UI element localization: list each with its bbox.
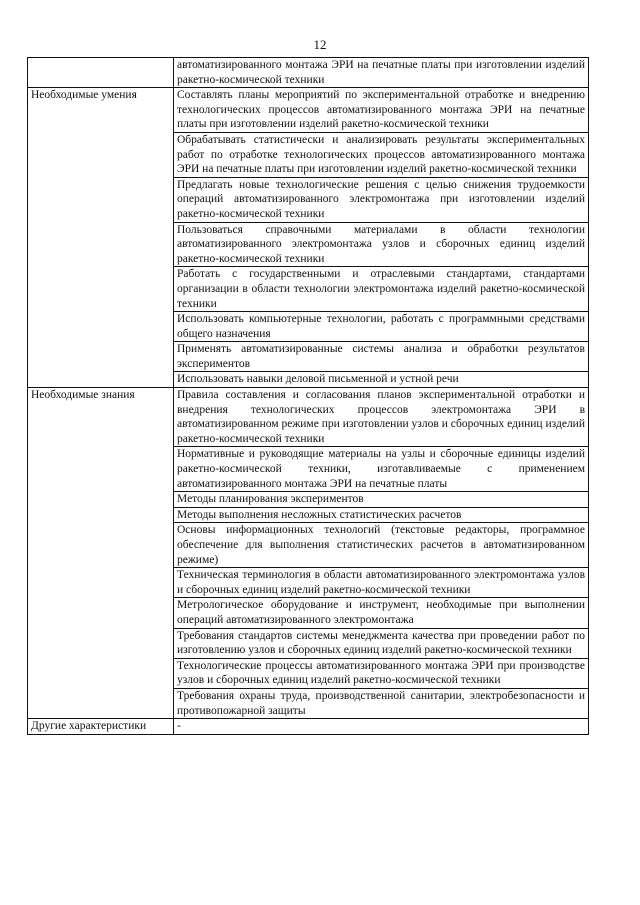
knowledge-item: Требования охраны труда, производственной санитарии, электробезопасности и противопожарной защиты (174, 688, 589, 718)
table-row (28, 719, 589, 735)
skills-section (28, 88, 589, 388)
skill-item: Составлять планы мероприятий по экспериментальной отработке и внедрению технологических процессов автоматизированного монтажа ЭРИ на печатные платы при изготовлении изделий ракетно-космической техники (174, 88, 589, 133)
skill-item: Применять автоматизированные системы анализа и обработки результатов экспериментов (174, 342, 589, 372)
table-row (28, 88, 589, 133)
knowledge-item: Требования стандартов системы менеджмента качества при проведении работ по изготовлению узлов и сборочных единиц изделий ракетно-космической техники (174, 628, 589, 658)
skill-item: Работать с государственными и отраслевыми стандартами, стандартами организации в области технологии электромонтажа изделий ракетно-космической техники (174, 267, 589, 312)
empty-label-cell (28, 58, 174, 88)
page-number: 12 (313, 37, 327, 52)
continuation-cell: автоматизированного монтажа ЭРИ на печатные платы при изготовлении изделий ракетно-космической техники (174, 58, 589, 88)
table-row (28, 388, 589, 447)
skill-item: Пользоваться справочными материалами в области технологии автоматизированного электромонтажа узлов и сборочных единиц изделий ракетно-космической техники (174, 222, 589, 267)
skills-label: Необходимые умения (28, 88, 174, 388)
knowledge-item: Метрологическое оборудование и инструмент, необходимые при выполнении операций автоматизированного электромонтажа (174, 598, 589, 628)
knowledge-item: Технологические процессы автоматизированного монтажа ЭРИ при производстве узлов и сборочных единиц изделий ракетно-космической техники (174, 658, 589, 688)
other-characteristics-label: Другие характеристики (28, 719, 174, 735)
knowledge-item: Нормативные и руководящие материалы на узлы и сборочные единицы изделий ракетно-космической техники, изготавливаемые с применением автоматизированного монтажа ЭРИ на печатные платы (174, 447, 589, 492)
skill-item: Использовать навыки деловой письменной и устной речи (174, 372, 589, 388)
knowledge-item: Правила составления и согласования планов экспериментальной отработки и внедрения технологических процессов электромонтажа ЭРИ в автоматизированном режиме при изготовлении узлов и сборочных единиц изделий ракетно-космической техники (174, 388, 589, 447)
skill-item: Обрабатывать статистически и анализировать результаты экспериментальных работ по отработке технологических процессов автоматизированного монтажа ЭРИ на печатные платы при изготовлении изделий ракетно-космической техники (174, 132, 589, 177)
knowledge-item: Методы выполнения несложных статистических расчетов (174, 507, 589, 523)
table-row (28, 58, 589, 88)
skill-item: Предлагать новые технологические решения с целью снижения трудоемкости операций автоматизированного электромонтажа при изготовлении изделий ракетно-космической техники (174, 177, 589, 222)
knowledge-label: Необходимые знания (28, 388, 174, 719)
knowledge-section (28, 388, 589, 719)
knowledge-item: Техническая терминология в области автоматизированного электромонтажа узлов и сборочных единиц изделий ракетно-космической техники (174, 568, 589, 598)
skill-item: Использовать компьютерные технологии, работать с программными средствами общего назначения (174, 312, 589, 342)
knowledge-item: Методы планирования экспериментов (174, 492, 589, 508)
requirements-table (27, 57, 589, 735)
knowledge-item: Основы информационных технологий (текстовые редакторы, программное обеспечение для выполнения статистических расчетов в автоматизированном режиме) (174, 523, 589, 568)
other-characteristics-value: - (174, 719, 589, 735)
